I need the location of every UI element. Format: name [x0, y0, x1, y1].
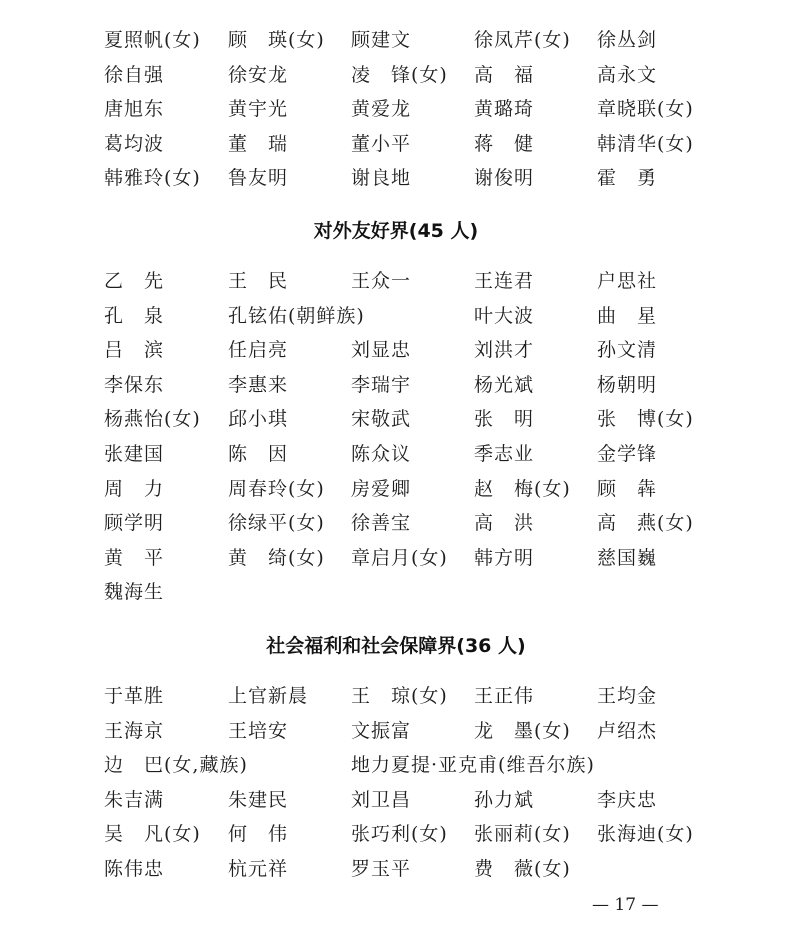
- member-name: 何 伟: [228, 823, 289, 846]
- member-name: 李庆忠: [597, 788, 658, 811]
- member-name: 高 福: [474, 63, 535, 86]
- member-name: 徐凤芹(女): [474, 29, 571, 51]
- member-name: 刘洪才: [474, 339, 535, 362]
- member-name: 卢绍杰: [597, 719, 658, 742]
- member-name: 顾 犇: [597, 477, 658, 500]
- name-row: [0, 402, 792, 436]
- name-row: [0, 472, 792, 506]
- member-name: 陈 因: [228, 443, 289, 465]
- member-name: 杭元祥: [228, 858, 289, 880]
- member-name: 宋敬武: [351, 408, 412, 431]
- name-row: [0, 748, 792, 782]
- member-name: 韩清华(女): [597, 132, 694, 155]
- member-name: 王均金: [597, 685, 658, 707]
- member-name: 徐丛剑: [597, 29, 658, 51]
- member-name: 鲁友明: [228, 167, 289, 189]
- name-row: [0, 23, 792, 57]
- member-name: 李瑞宇: [351, 373, 412, 396]
- name-row: [0, 783, 792, 817]
- member-name: 唐旭东: [104, 98, 165, 120]
- name-row: [0, 92, 792, 126]
- name-row: [0, 264, 792, 298]
- section-heading-welfare: 社会福利和社会保障界(36 人): [266, 635, 526, 657]
- member-name: 张 明: [474, 408, 535, 431]
- member-name: 上官新晨: [228, 685, 309, 707]
- name-row: [0, 714, 792, 748]
- member-name: 韩方明: [474, 546, 535, 569]
- member-name: 章晓联(女): [597, 98, 694, 120]
- member-name: 黄爱龙: [351, 98, 412, 120]
- name-row: [0, 506, 792, 540]
- member-name: 王 民: [228, 270, 289, 292]
- member-name: 王海京: [104, 719, 165, 742]
- member-name: 黄 绮(女): [228, 546, 325, 569]
- member-name: 韩雅玲(女): [104, 167, 201, 189]
- member-name: 吴 凡(女): [104, 823, 201, 846]
- member-name: 边 巴(女,藏族): [104, 754, 248, 777]
- member-name: 董小平: [351, 132, 412, 155]
- name-row: [0, 437, 792, 471]
- member-name: 于革胜: [104, 685, 165, 707]
- member-name: 朱建民: [228, 788, 289, 811]
- member-name: 叶大波: [474, 304, 535, 327]
- member-name: 邱小琪: [228, 408, 289, 431]
- name-row: [0, 333, 792, 367]
- member-name: 张 博(女): [597, 408, 694, 431]
- member-name: 张海迪(女): [597, 823, 694, 846]
- name-row: [0, 299, 792, 333]
- member-name: 凌 锋(女): [351, 63, 448, 86]
- member-name: 刘显忠: [351, 339, 412, 362]
- name-row: [0, 679, 792, 713]
- member-name: 曲 星: [597, 304, 658, 327]
- member-name: 谢良地: [351, 167, 412, 189]
- name-row: [0, 127, 792, 161]
- member-name: 孙力斌: [474, 788, 535, 811]
- member-name: 周 力: [104, 477, 165, 500]
- member-name: 孔铉佑(朝鲜族): [228, 304, 365, 327]
- member-name: 刘卫昌: [351, 788, 412, 811]
- member-name: 徐善宝: [351, 512, 412, 535]
- member-name: 张丽莉(女): [474, 823, 571, 846]
- member-name: 王正伟: [474, 685, 535, 707]
- member-name: 黄璐琦: [474, 98, 535, 120]
- member-name: 高 洪: [474, 512, 535, 535]
- member-name: 任启亮: [228, 339, 289, 362]
- member-name: 顾 瑛(女): [228, 29, 325, 51]
- member-name: 费 薇(女): [474, 858, 571, 880]
- member-name: 黄宇光: [228, 98, 289, 120]
- member-name: 周春玲(女): [228, 477, 325, 500]
- member-name: 孙文清: [597, 339, 658, 362]
- member-name: 谢俊明: [474, 167, 535, 189]
- member-name: 杨燕怡(女): [104, 408, 201, 431]
- member-name: 顾建文: [351, 29, 412, 51]
- member-name: 龙 墨(女): [474, 719, 571, 742]
- section-heading-friendship: 对外友好界(45 人): [313, 220, 479, 242]
- member-name: 乙 先: [104, 270, 165, 292]
- member-name: 章启月(女): [351, 546, 448, 569]
- member-name: 顾学明: [104, 512, 165, 535]
- member-name: 地力夏提·亚克甫(维吾尔族): [351, 754, 595, 777]
- member-name: 高永文: [597, 63, 658, 86]
- member-name: 葛均波: [104, 132, 165, 155]
- member-name: 陈众议: [351, 443, 412, 465]
- member-name: 杨光斌: [474, 373, 535, 396]
- page-number: — 17 —: [592, 895, 659, 915]
- name-row: [0, 161, 792, 195]
- name-row: [0, 58, 792, 92]
- member-name: 文振富: [351, 719, 412, 742]
- member-name: 王众一: [351, 270, 412, 292]
- member-name: 高 燕(女): [597, 512, 694, 535]
- member-name: 朱吉满: [104, 788, 165, 811]
- member-name: 张建国: [104, 443, 165, 465]
- member-name: 季志业: [474, 443, 535, 465]
- member-name: 李惠来: [228, 373, 289, 396]
- member-name: 徐绿平(女): [228, 512, 325, 535]
- member-name: 夏照帆(女): [104, 29, 201, 51]
- member-name: 张巧利(女): [351, 823, 448, 846]
- member-name: 杨朝明: [597, 373, 658, 396]
- name-row: [0, 852, 792, 886]
- member-name: 户思社: [597, 270, 658, 292]
- member-name: 黄 平: [104, 546, 165, 569]
- member-name: 陈伟忠: [104, 858, 165, 880]
- member-name: 李保东: [104, 373, 165, 396]
- member-name: 慈国巍: [597, 546, 658, 569]
- member-name: 房爱卿: [351, 477, 412, 500]
- name-row: [0, 541, 792, 575]
- member-name: 魏海生: [104, 581, 165, 604]
- member-name: 霍 勇: [597, 167, 658, 189]
- name-row: [0, 575, 792, 609]
- member-name: 王 琼(女): [351, 685, 448, 707]
- member-name: 赵 梅(女): [474, 477, 571, 500]
- member-name: 董 瑞: [228, 132, 289, 155]
- member-name: 孔 泉: [104, 304, 165, 327]
- member-name: 王连君: [474, 270, 535, 292]
- member-name: 罗玉平: [351, 858, 412, 880]
- member-name: 吕 滨: [104, 339, 165, 362]
- member-name: 徐自强: [104, 63, 165, 86]
- member-name: 金学锋: [597, 443, 658, 465]
- name-row: [0, 368, 792, 402]
- member-name: 徐安龙: [228, 63, 289, 86]
- name-row: [0, 817, 792, 851]
- member-name: 王培安: [228, 719, 289, 742]
- member-name: 蒋 健: [474, 132, 535, 155]
